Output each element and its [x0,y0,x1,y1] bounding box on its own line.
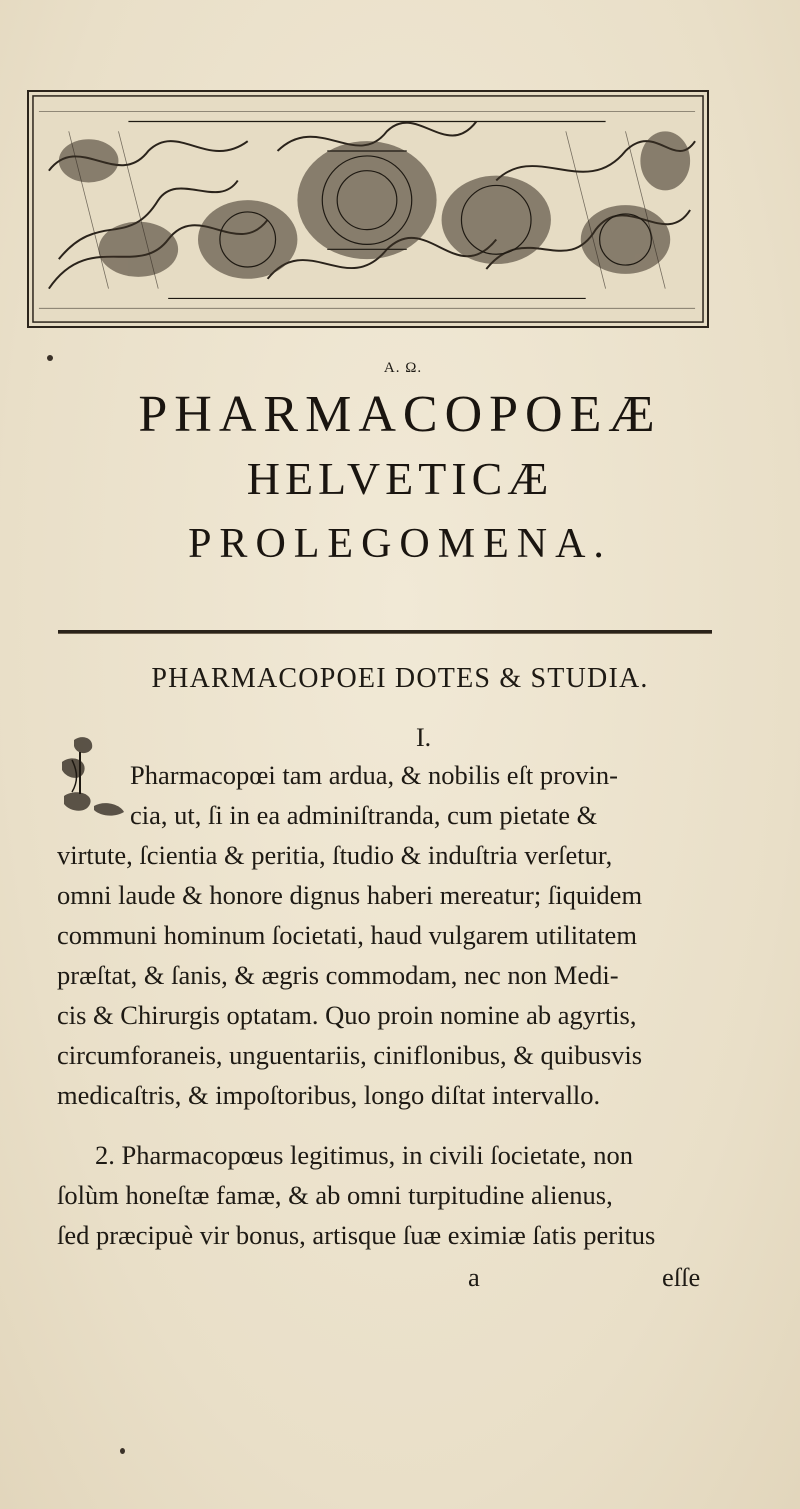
text-line: cia, ut, ſi in ea adminiſtranda, cum pietate & [130,800,598,830]
headpiece-ornament-illustration [29,92,707,326]
text-line: cis & Chirurgis optatam. Quo proin nomine ab agyrtis, [57,1000,637,1030]
section-heading: PHARMACOPOEI DOTES & STUDIA. [151,663,649,694]
text-line: virtute, ſcientia & peritia, ſtudio & induſtria verſetur, [57,840,613,870]
text-line: circumforaneis, unguentariis, ciniflonibus, & quibusvis [57,1040,643,1070]
text-line: præſtat, & ſanis, & ægris commodam, nec non Medi- [57,960,619,990]
ornamental-initial [54,732,132,820]
paper-speck [47,355,53,361]
title-line-3: PROLEGOMENA. [188,521,612,567]
text-line: omni laude & honore dignus haberi mereatur; ſiquidem [57,880,643,910]
paper-speck [120,1448,125,1454]
catchword: eſſe [662,1262,701,1292]
decorative-headpiece [27,90,709,328]
signature-letter: a [468,1262,480,1292]
title-line-1: PHARMACOPOEÆ [138,386,662,443]
text-line: Pharmacopœi tam ardua, & nobilis eſt provin- [130,760,618,790]
text-line: ſed præcipuè vir bonus, artisque ſuæ eximiæ ſatis peritus [57,1220,656,1250]
title-divider-rule [58,630,712,634]
text-line: communi hominum ſocietati, haud vulgarem utilitatem [57,920,637,950]
text-line: 2. Pharmacopœus legitimus, in civili ſocietate, non [95,1140,633,1170]
section-number: I. [416,723,432,752]
text-line: medicaſtris, & impoſtoribus, longo diſtat intervallo. [57,1080,601,1110]
text-line: ſolùm honeſtæ famæ, & ab omni turpitudine alienus, [57,1180,613,1210]
title-line-2: HELVETICÆ [246,453,554,504]
ornamental-initial-illustration [54,732,132,820]
signature-mark: A. Ω. [383,360,423,376]
